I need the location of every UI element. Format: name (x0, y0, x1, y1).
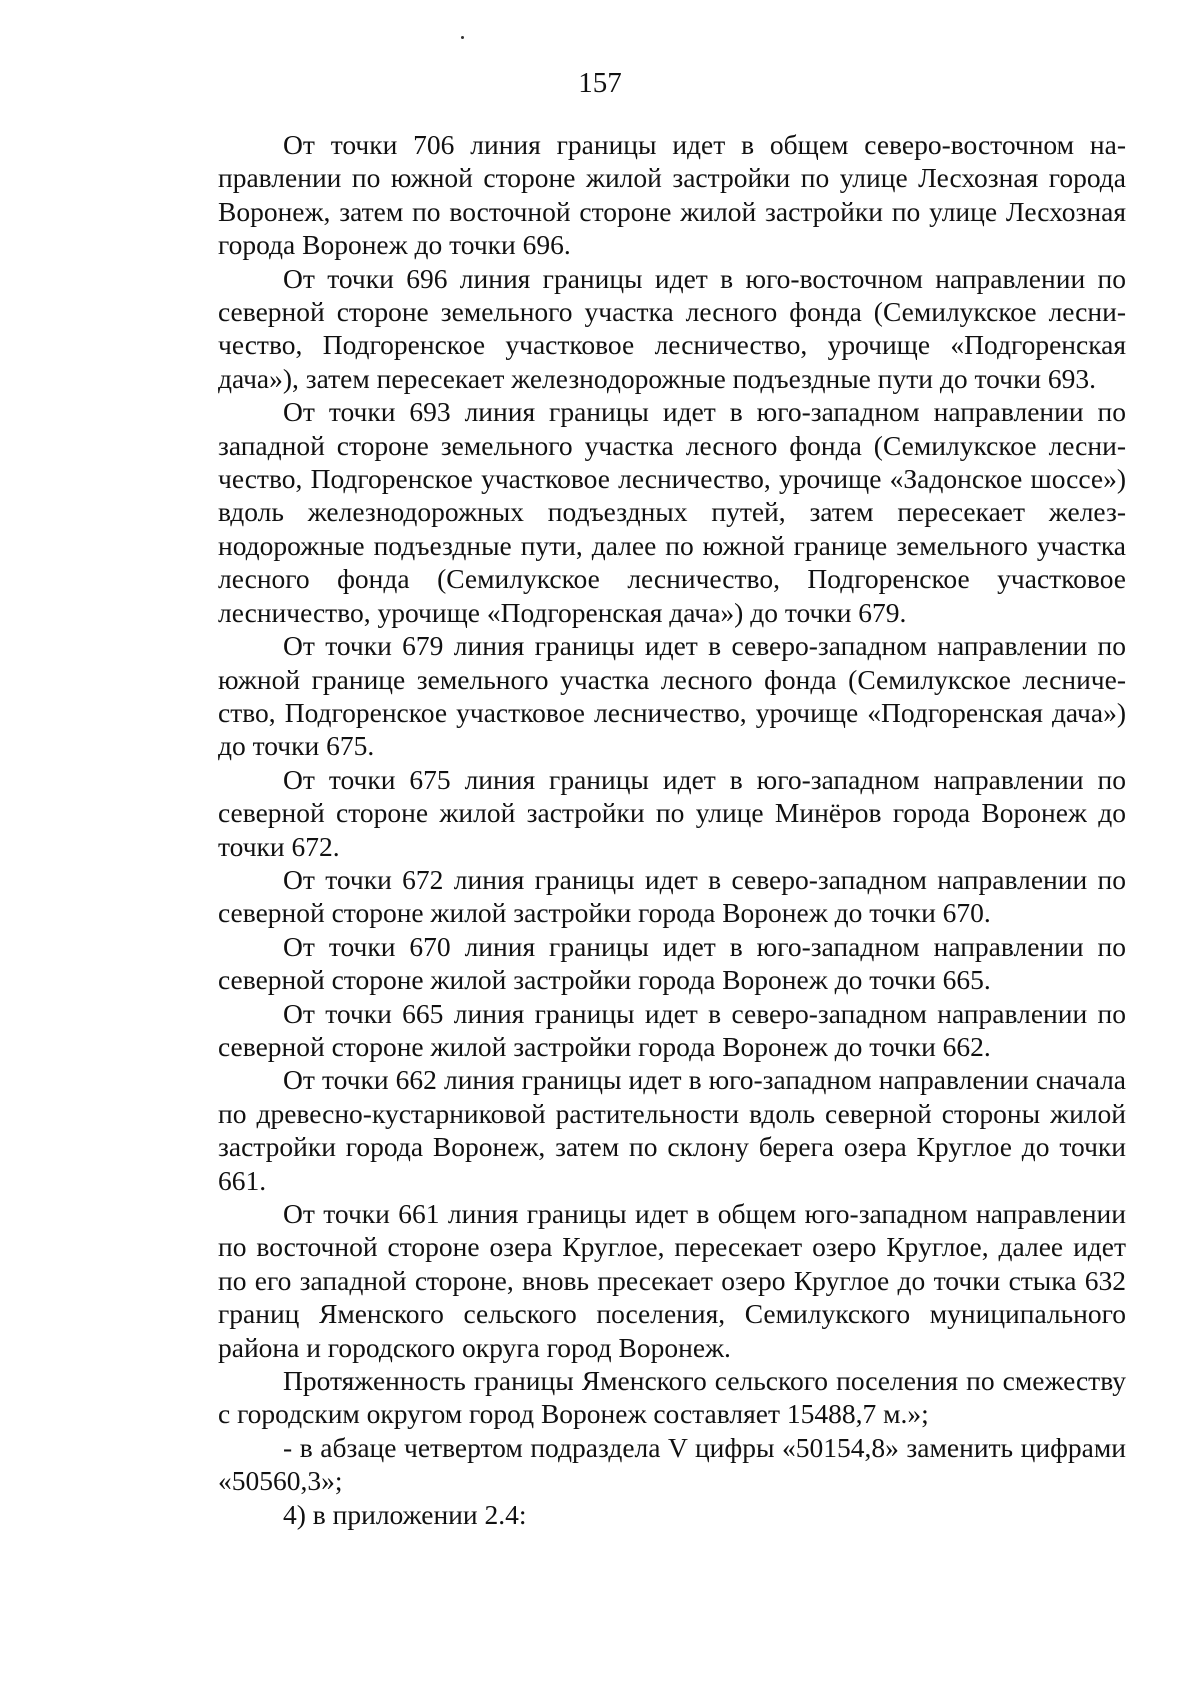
scan-speck (461, 36, 464, 39)
paragraph-point-693: От точки 693 линия границы идет в юго-западном направлении по западной стороне земельного участка лесного фонда (Семилукское лесничество, Подгоренское участковое лесничество, урочище «Задонское шоссе») вдоль железнодорожных подъездных путей, затем пересекает железнодорожные подъездные пути, далее по южной границе земельного участка лесного фонда (Семилукское лесничество, Подгоренское участковое лесничество, урочище «Подгоренская дача») до точки 679. (218, 396, 1126, 628)
paragraph-point-675: От точки 675 линия границы идет в юго-западном направлении по северной стороне жилой застройки по улице Минёров города Воронеж до точки 672. (218, 763, 1126, 862)
paragraph-point-672: От точки 672 линия границы идет в северо-западном направлении по северной стороне жилой застройки города Воронеж до точки 670. (218, 863, 1126, 929)
paragraph-appendix-2-4: 4) в приложении 2.4: (283, 1498, 527, 1530)
document-body (218, 128, 1126, 1531)
paragraph-point-661: От точки 661 линия границы идет в общем юго-западном направлении по восточной стороне озера Круглое, пересекает озеро Круглое, далее идет по его западной стороне, вновь пресекает озеро Круглое до точки стыка 632 границ Яменского сельского поселения, Семилукского муниципального района и городского округа город Воронеж. (218, 1198, 1126, 1363)
paragraph-point-679: От точки 679 линия границы идет в северо-западном направлении по южной границе земельного участка лесного фонда (Семилукское лесничество, Подгоренское участковое лесничество, урочище «Подгоренская дача») до точки 675. (218, 630, 1126, 762)
paragraph-point-662: От точки 662 линия границы идет в юго-западном направлении сначала по древесно-кустарниковой растительности вдоль северной стороны жилой застройки города Воронеж, затем по склону берега озера Круглое до точки 661. (218, 1064, 1126, 1196)
paragraph-amendment-figures: - в абзаце четвертом подраздела V цифры «50154,8» заменить цифрами «50560,3»; (218, 1431, 1126, 1497)
paragraph-border-length: Протяженность границы Яменского сельского поселения по смежеству с городским округом город Воронеж составляет 15488,7 м.»; (218, 1365, 1126, 1430)
paragraph-point-696: От точки 696 линия границы идет в юго-восточном направлении по северной стороне земельного участка лесного фонда (Семилукское лесничество, Подгоренское участковое лесничество, урочище «Подгоренская дача»), затем пересекает железнодорожные подъездные пути до точки 693. (218, 262, 1126, 394)
paragraph-point-670: От точки 670 линия границы идет в юго-западном направлении по северной стороне жилой застройки города Воронеж до точки 665. (218, 930, 1126, 996)
paragraph-point-665: От точки 665 линия границы идет в северо-западном направлении по северной стороне жилой застройки города Воронеж до точки 662. (218, 997, 1126, 1062)
page-number: 157 (578, 67, 622, 99)
paragraph-point-706: От точки 706 линия границы идет в общем северо-восточном направлении по южной стороне жилой застройки по улице Лесхозная города Воронеж, затем по восточной стороне жилой застройки по улице Лесхозная города Воронеж до точки 696. (218, 129, 1126, 261)
